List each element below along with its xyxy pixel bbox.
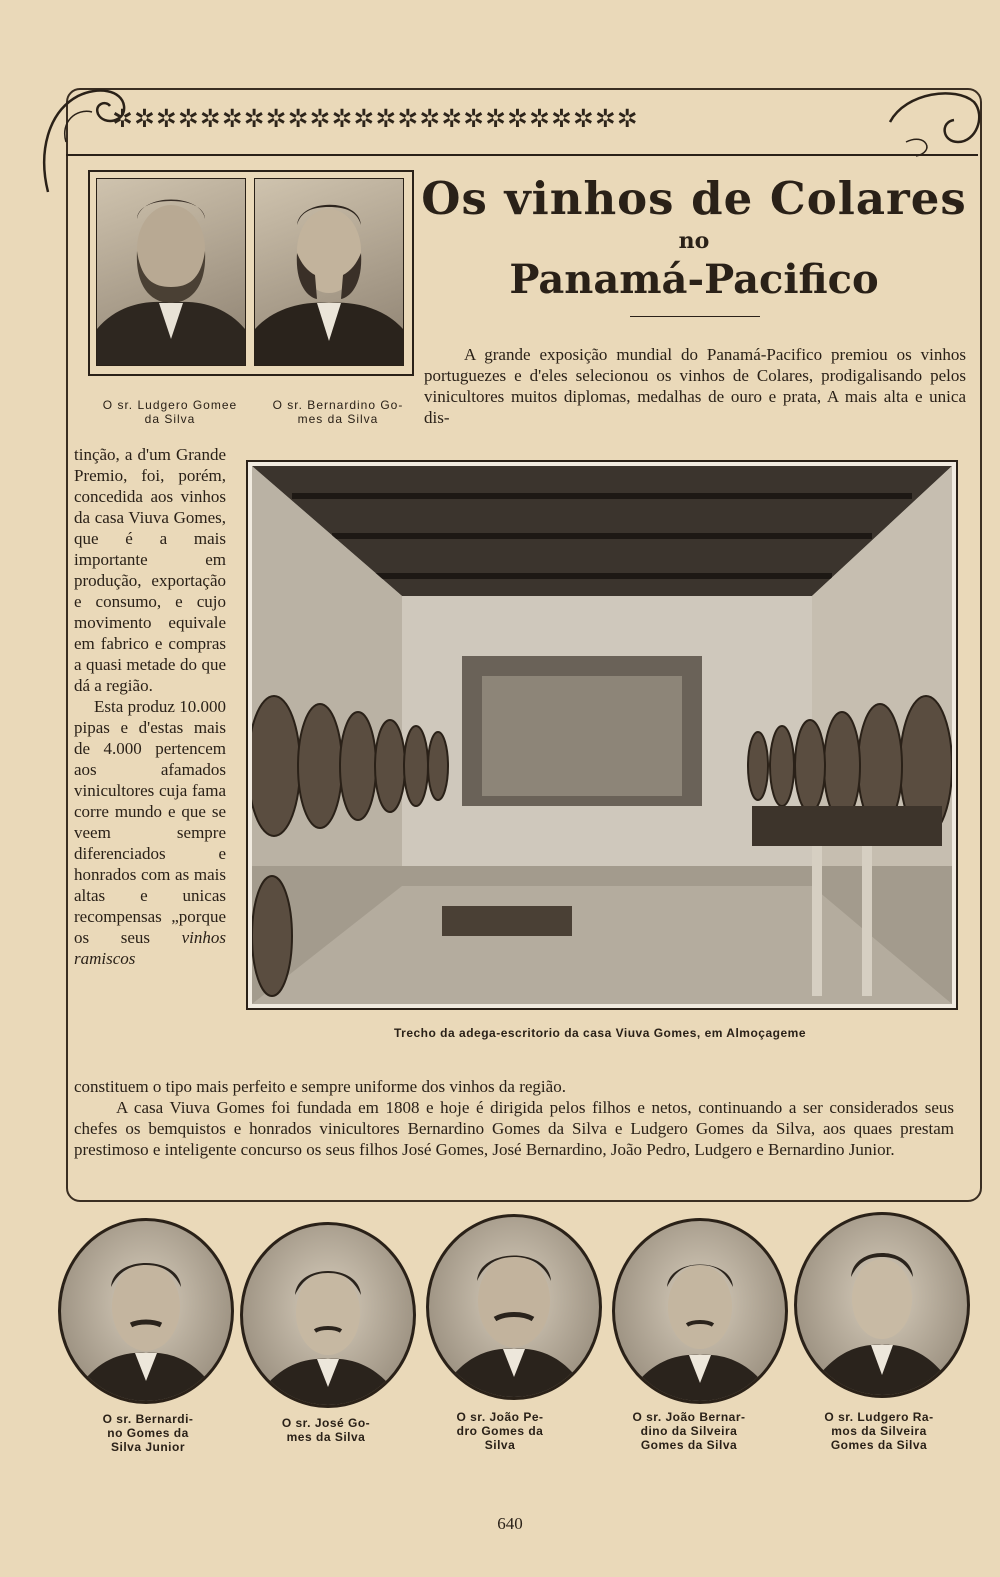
portrait-jose-gomes bbox=[240, 1222, 416, 1408]
portrait-joao-bernardino bbox=[612, 1218, 788, 1404]
portrait-ludgero bbox=[96, 178, 246, 366]
cellar-photo bbox=[246, 460, 958, 1010]
headline-connector: no bbox=[678, 228, 710, 254]
header-rule bbox=[66, 154, 978, 156]
portrait-joao-pedro bbox=[426, 1214, 602, 1400]
scroll-ornament-right bbox=[886, 82, 986, 182]
side-column-text: tinção, a d'um Grande Premio, foi, porém, concedida aos vinhos da casa Viuva Gomes, que é a mais importante em produção, exportação e consumo, e cujo movimento equivale em fabrico e compras a quasi metade do que dá a região. Esta produz 10.000 pipas e d'estas mais de 4.000 pertencem aos afamados vinicultores cuja fama corre mundo e que se veem sempre diferenciados e honrados com as mais altas e unicas recompensas „porque os seus vinhos ramiscos bbox=[74, 445, 226, 968]
caption-bernardino: O sr. Bernardino Go- mes da Silva bbox=[272, 398, 404, 426]
headline-subtitle: Panamá-Pacifico bbox=[509, 256, 879, 303]
portrait-bernardino bbox=[254, 178, 404, 366]
photo-caption: Trecho da adega-escritorio da casa Viuva Gomes, em Almoçageme bbox=[394, 1026, 806, 1040]
star-ornament-band: ✲✲✲✲✲✲✲✲✲✲✲✲✲✲✲✲✲✲✲✲✲✲✲✲ bbox=[112, 106, 639, 133]
portrait-ludgero-ramos bbox=[794, 1212, 970, 1398]
body-text: constituem o tipo mais perfeito e sempre uniforme dos vinhos da região. A casa Viuva Gomes foi fundada em 1808 e hoje é dirigida pelos filhos e netos, continuando a ser considerados seus chefes os bemquistos e honrados vinicultores Bernardino Gomes da Silva e Ludgero Gomes da Silva, aos quaes prestam prestimoso e inteligente concurso os seus filhos José Gomes, José Bernardino, João Pedro, Ludgero e Bernardino Junior. bbox=[74, 1077, 954, 1159]
headline-title: Os vinhos de Colares bbox=[421, 172, 967, 225]
intro-paragraph: A grande exposição mundial do Panamá-Pacifico premiou os vinhos portuguezes e d'eles selecionou os vinhos de Colares, prodigalisando pelos vinicultores muitos diplomas, medalhas de ouro e prata, A mais alta e unica dis- bbox=[424, 345, 966, 427]
page-number: 640 bbox=[497, 1514, 523, 1533]
caption-joao-bernardino: O sr. João Bernar- dino da Silveira Gomes da Silva bbox=[632, 1410, 746, 1452]
caption-ludgero: O sr. Ludgero Gomee da Silva bbox=[102, 398, 238, 426]
portrait-bernardino-junior bbox=[58, 1218, 234, 1404]
caption-jose-gomes: O sr. José Go- mes da Silva bbox=[281, 1416, 371, 1444]
title-rule bbox=[630, 316, 760, 317]
caption-bernardino-junior: O sr. Bernardi- no Gomes da Silva Junior bbox=[102, 1412, 194, 1454]
caption-ludgero-ramos: O sr. Ludgero Ra- mos da Silveira Gomes da Silva bbox=[824, 1410, 934, 1452]
caption-joao-pedro: O sr. João Pe- dro Gomes da Silva bbox=[456, 1410, 544, 1452]
